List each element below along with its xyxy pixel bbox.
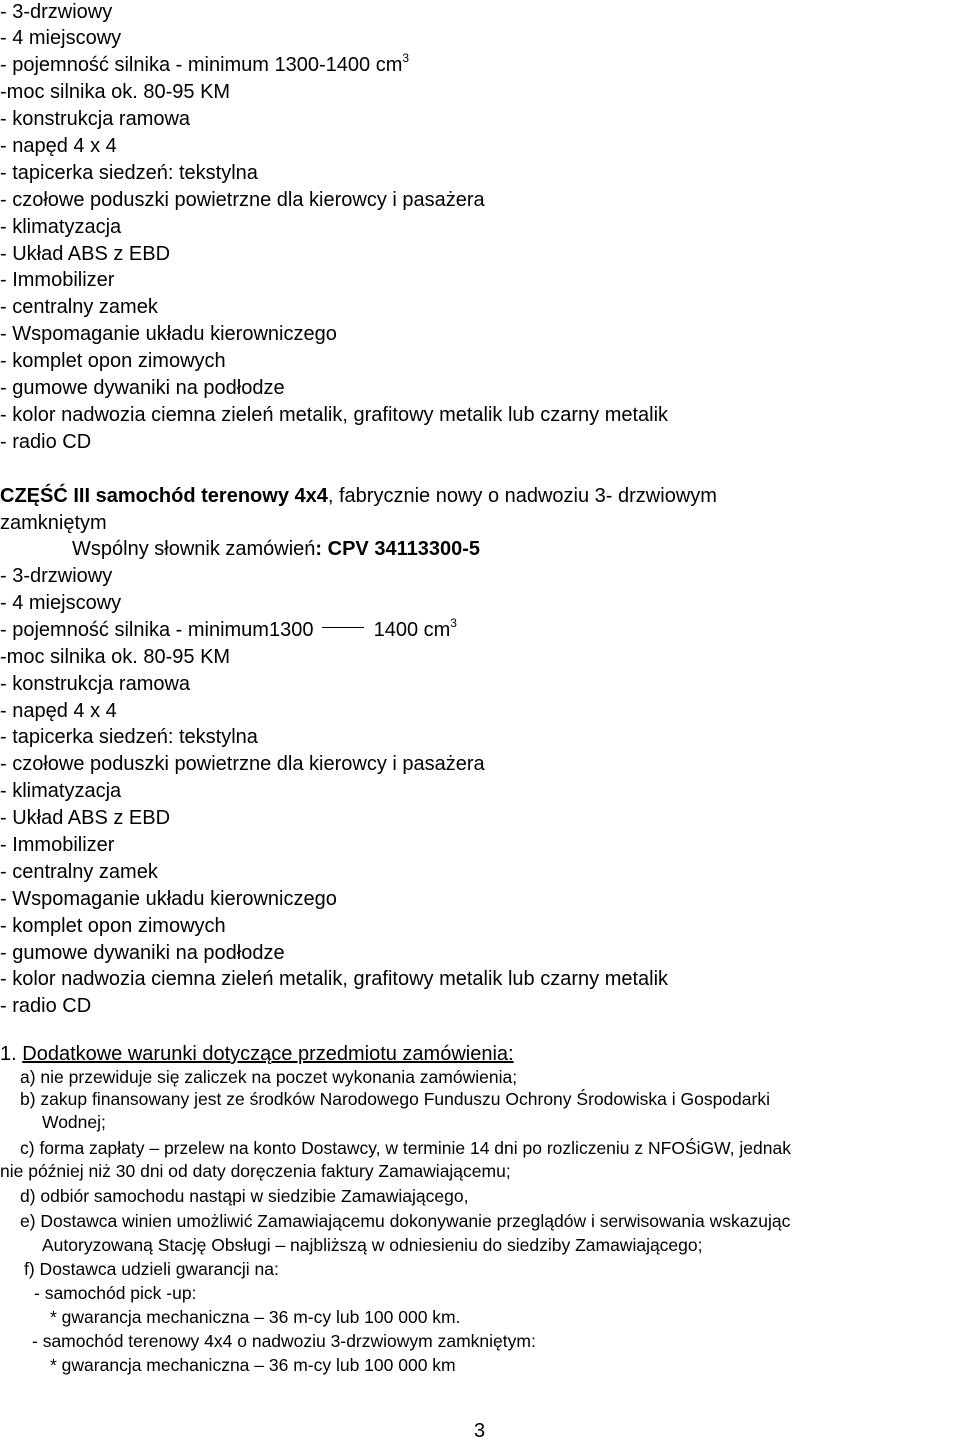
list-item: -moc silnika ok. 80-95 KM [0,646,231,668]
conditions-title: 1. Dodatkowe warunki dotyczące przedmiotu zamówienia: [0,1043,514,1065]
condition-b: b) zakup finansowany jest ze środków Narodowego Funduszu Ochrony Środowiska i Gospodarki [20,1089,770,1109]
list-item: - gumowe dywaniki na podłodze [0,377,285,399]
list-item: - kolor nadwozia ciemna zieleń metalik, grafitowy metalik lub czarny metalik [0,968,669,990]
list-item: - konstrukcja ramowa [0,673,191,695]
list-item: - Wspomaganie układu kierowniczego [0,323,337,345]
list-item: - 4 miejscowy [0,592,122,614]
list-item: - centralny zamek [0,296,158,318]
superscript: 3 [402,51,410,65]
list-item: - centralny zamek [0,861,158,883]
list-item: - tapicerka siedzeń: tekstylna [0,162,258,184]
list-item: - napęd 4 x 4 [0,135,117,157]
list-item: - klimatyzacja [0,216,122,238]
condition-b-cont: Wodnej; [42,1112,106,1132]
list-item: - radio CD [0,431,92,453]
warranty-pickup: - samochód pick -up: [34,1283,197,1303]
list-item: - pojemność silnika - minimum 1300-1400 $cm^3$ [0,51,410,76]
list-item: - gumowe dywaniki na podłodze [0,942,285,964]
list-item: - pojemność silnika - minimum1300 1400 $cm^3$ [0,616,457,641]
list-item: - czołowe poduszki powietrzne dla kierowcy i pasażera [0,753,485,775]
list-item: - Immobilizer [0,834,115,856]
list-item: - komplet opon zimowych [0,915,226,937]
list-item: - czołowe poduszki powietrzne dla kierowcy i pasażera [0,189,485,211]
dash-line [322,627,364,628]
list-item: - Układ ABS z EBD [0,807,171,829]
list-item: - 3-drzwiowy [0,1,113,23]
list-item: - radio CD [0,995,92,1017]
condition-c: c) forma zapłaty – przelew na konto Dostawcy, w terminie 14 dni po rozliczeniu z NFOŚiGW, jednak [20,1138,791,1158]
cpv-line: Wspólny słownik zamówień: CPV 34113300-5 [72,538,480,560]
list-item: -moc silnika ok. 80-95 KM [0,81,231,103]
condition-f: f) Dostawca udzieli gwarancji na: [24,1259,279,1279]
list-item: - 3-drzwiowy [0,565,113,587]
condition-e-cont: Autoryzowaną Stację Obsługi – najbliższą w odniesieniu do siedziby Zamawiającego; [42,1235,703,1255]
list-item: - tapicerka siedzeń: tekstylna [0,726,258,748]
superscript: 3 [450,616,457,630]
list-item: - kolor nadwozia ciemna zieleń metalik, grafitowy metalik lub czarny metalik [0,404,669,426]
warranty-terrain: - samochód terenowy 4x4 o nadwoziu 3-drzwiowym zamkniętym: [32,1331,536,1351]
section-heading-line2: zamkniętym [0,512,107,534]
warranty-pickup-detail: * gwarancja mechaniczna – 36 m-cy lub 100 000 km. [50,1307,461,1327]
list-item: - konstrukcja ramowa [0,108,191,130]
list-item: - komplet opon zimowych [0,350,226,372]
page-number: 3 [474,1420,486,1442]
list-item: - Wspomaganie układu kierowniczego [0,888,337,910]
warranty-terrain-detail: * gwarancja mechaniczna – 36 m-cy lub 100 000 km [50,1355,456,1375]
condition-c-cont: nie później niż 30 dni od daty doręczenia faktury Zamawiającemu; [0,1161,511,1181]
list-item: - klimatyzacja [0,780,122,802]
condition-e: e) Dostawca winien umożliwić Zamawiającemu dokonywanie przeglądów i serwisowania wskazując [20,1211,791,1231]
list-item: - Immobilizer [0,269,115,291]
condition-d: d) odbiór samochodu nastąpi w siedzibie Zamawiającego, [20,1186,469,1206]
list-item: - Układ ABS z EBD [0,243,171,265]
list-item: - napęd 4 x 4 [0,700,117,722]
list-item: - 4 miejscowy [0,27,122,49]
condition-a: a) nie przewiduje się zaliczek na poczet wykonania zamówienia; [20,1067,518,1087]
section-heading: CZĘŚĆ III samochód terenowy 4x4, fabrycznie nowy o nadwoziu 3- drzwiowym [0,485,717,507]
